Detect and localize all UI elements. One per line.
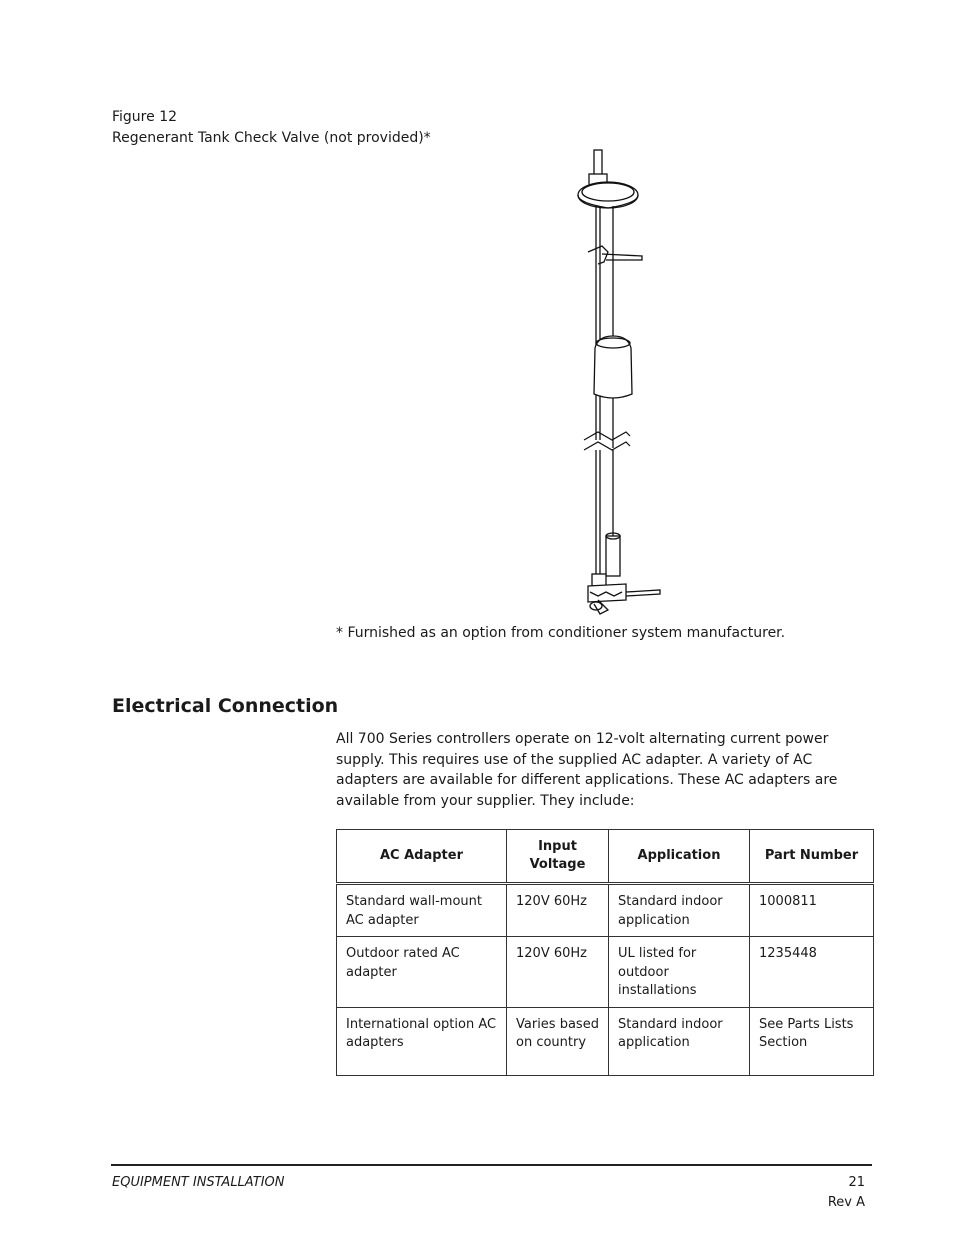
section-heading: Electrical Connection bbox=[112, 695, 339, 717]
header-ac-adapter: AC Adapter bbox=[337, 830, 507, 884]
revision-label: Rev A bbox=[827, 1195, 865, 1210]
table-cell: Varies based on country bbox=[507, 1007, 609, 1075]
table-cell: Standard wall-mount AC adapter bbox=[337, 884, 507, 937]
check-valve-illustration bbox=[568, 148, 672, 618]
table-cell: 120V 60Hz bbox=[507, 937, 609, 1008]
table-row bbox=[337, 1007, 874, 1075]
page-number: 21 bbox=[848, 1175, 865, 1190]
table-cell: Outdoor rated AC adapter bbox=[337, 937, 507, 1008]
table-cell: UL listed for outdoor installations bbox=[609, 937, 750, 1008]
header-part-number: Part Number bbox=[750, 830, 874, 884]
figure-number: Figure 12 bbox=[112, 109, 178, 125]
figure-footnote: * Furnished as an option from conditioner system manufacturer. bbox=[336, 625, 786, 641]
table-cell: See Parts Lists Section bbox=[750, 1007, 874, 1075]
table-row bbox=[337, 884, 874, 937]
ac-adapter-table bbox=[336, 829, 874, 1076]
footer-section-label: EQUIPMENT INSTALLATION bbox=[112, 1175, 285, 1190]
table-cell: 1235448 bbox=[750, 937, 874, 1008]
figure-caption: Regenerant Tank Check Valve (not provided)* bbox=[112, 130, 431, 146]
header-application: Application bbox=[609, 830, 750, 884]
footer-divider bbox=[111, 1164, 872, 1166]
table-header-row bbox=[337, 830, 874, 884]
table-row bbox=[337, 937, 874, 1008]
table-cell: Standard indoor application bbox=[609, 1007, 750, 1075]
table-cell: 120V 60Hz bbox=[507, 884, 609, 937]
table-cell: International option AC adapters bbox=[337, 1007, 507, 1075]
header-input-voltage: Input Voltage bbox=[507, 830, 609, 884]
intro-paragraph: All 700 Series controllers operate on 12-volt alternating current power supply. This requires use of the supplied AC adapter. A variety of AC adapters are available for different applications. These AC adapters are available from your supplier. They include: bbox=[336, 731, 838, 809]
table-cell: 1000811 bbox=[750, 884, 874, 937]
table-cell: Standard indoor application bbox=[609, 884, 750, 937]
